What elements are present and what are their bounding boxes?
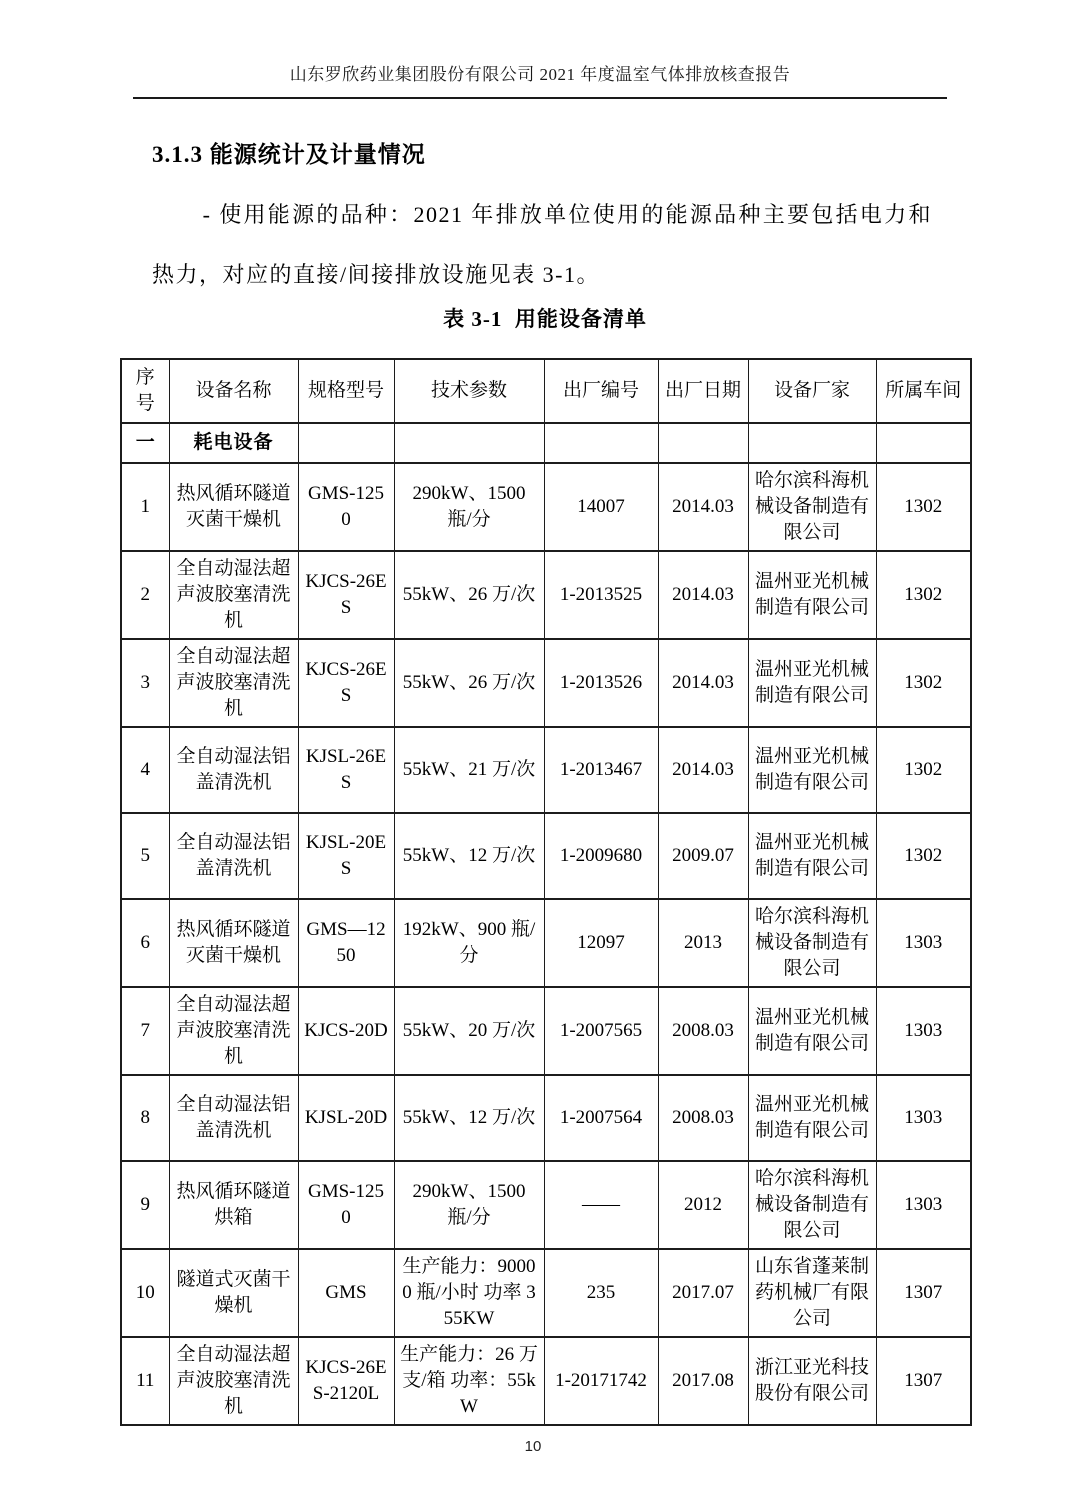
cell-model: KJCS-20D <box>298 987 394 1075</box>
cell-workshop: 1303 <box>876 987 971 1075</box>
cell-tech-params: 55kW、12 万/次 <box>394 813 544 899</box>
cell-manufacture-date: 2008.03 <box>658 1075 748 1161</box>
cell-device-name: 全自动湿法铝盖清洗机 <box>169 1075 298 1161</box>
cell-device-name: 热风循环隧道灭菌干燥机 <box>169 899 298 987</box>
cell-manufacture-date: 2008.03 <box>658 987 748 1075</box>
col-header-tech-params: 技术参数 <box>394 359 544 423</box>
cell-model: GMS <box>298 1249 394 1337</box>
cell-manufacturer: 温州亚光机械制造有限公司 <box>748 1075 876 1161</box>
col-header-index: 序号 <box>121 359 169 423</box>
table-header-row <box>121 359 971 423</box>
cell-manufacturer: 哈尔滨科海机械设备制造有限公司 <box>748 1161 876 1249</box>
cell-model: KJCS-26ES <box>298 551 394 639</box>
table-row <box>121 987 971 1075</box>
col-header-model: 规格型号 <box>298 359 394 423</box>
cell-manufacturer: 温州亚光机械制造有限公司 <box>748 813 876 899</box>
page-number: 10 <box>524 1438 542 1455</box>
cell-manufacturer: 哈尔滨科海机械设备制造有限公司 <box>748 899 876 987</box>
cell-serial-number: 1-20171742 <box>544 1337 658 1425</box>
cell-tech-params: 55kW、21 万/次 <box>394 727 544 813</box>
cell-tech-params: 290kW、1500 瓶/分 <box>394 463 544 551</box>
cell-model: KJCS-26ES <box>298 639 394 727</box>
cell-model: GMS-1250 <box>298 1161 394 1249</box>
table-row <box>121 727 971 813</box>
cell-manufacture-date: 2013 <box>658 899 748 987</box>
table-row <box>121 1075 971 1161</box>
cell-workshop: 1303 <box>876 899 971 987</box>
cell-workshop: 1307 <box>876 1337 971 1425</box>
cell-manufacture-date: 2014.03 <box>658 639 748 727</box>
cell-manufacturer: 温州亚光机械制造有限公司 <box>748 727 876 813</box>
cell-serial-number: 1-2013526 <box>544 639 658 727</box>
cell-index: 9 <box>121 1161 169 1249</box>
cell-index: 4 <box>121 727 169 813</box>
cell-workshop: 1303 <box>876 1075 971 1161</box>
col-header-manufacturer: 设备厂家 <box>748 359 876 423</box>
cell-manufacturer: 温州亚光机械制造有限公司 <box>748 551 876 639</box>
cell-index: 5 <box>121 813 169 899</box>
cell-manufacturer: 山东省蓬莱制药机械厂有限公司 <box>748 1249 876 1337</box>
col-header-device-name: 设备名称 <box>169 359 298 423</box>
cell-index: 11 <box>121 1337 169 1425</box>
cell-index: 10 <box>121 1249 169 1337</box>
cell-manufacture-date: 2012 <box>658 1161 748 1249</box>
section-heading: 3.1.3 能源统计及计量情况 <box>152 142 426 167</box>
cell-serial-number: 12097 <box>544 899 658 987</box>
cell-tech-params: 55kW、26 万/次 <box>394 551 544 639</box>
table-row <box>121 1337 971 1425</box>
cell-manufacture-date: 2014.03 <box>658 551 748 639</box>
col-header-manufacture-date: 出厂日期 <box>658 359 748 423</box>
cell-model: GMS-1250 <box>298 463 394 551</box>
cell-tech-params: 生产能力：26 万支/箱 功率：55kW <box>394 1337 544 1425</box>
cell-serial-number: 1-2007565 <box>544 987 658 1075</box>
cell-model: KJCS-26ES-2120L <box>298 1337 394 1425</box>
empty-cell <box>748 423 876 463</box>
cell-tech-params: 生产能力：90000 瓶/小时 功率 355KW <box>394 1249 544 1337</box>
col-header-serial-number: 出厂编号 <box>544 359 658 423</box>
cell-index: 2 <box>121 551 169 639</box>
cell-serial-number: 1-2013525 <box>544 551 658 639</box>
equipment-table <box>120 358 972 1426</box>
cell-workshop: 1302 <box>876 813 971 899</box>
cell-index: 8 <box>121 1075 169 1161</box>
cell-serial-number: 14007 <box>544 463 658 551</box>
empty-cell <box>298 423 394 463</box>
cell-tech-params: 55kW、12 万/次 <box>394 1075 544 1161</box>
cell-model: KJSL-20ES <box>298 813 394 899</box>
cell-manufacture-date: 2014.03 <box>658 463 748 551</box>
cell-manufacturer: 哈尔滨科海机械设备制造有限公司 <box>748 463 876 551</box>
empty-cell <box>394 423 544 463</box>
cell-device-name: 全自动湿法超声波胶塞清洗机 <box>169 551 298 639</box>
cell-device-name: 全自动湿法超声波胶塞清洗机 <box>169 639 298 727</box>
cell-serial-number: 235 <box>544 1249 658 1337</box>
running-header: 山东罗欣药业集团股份有限公司 2021 年度温室气体排放核查报告 <box>133 60 947 99</box>
cell-tech-params: 55kW、26 万/次 <box>394 639 544 727</box>
cell-device-name: 全自动湿法超声波胶塞清洗机 <box>169 987 298 1075</box>
empty-cell <box>544 423 658 463</box>
cell-workshop: 1302 <box>876 639 971 727</box>
cell-tech-params: 290kW、1500 瓶/分 <box>394 1161 544 1249</box>
cell-manufacture-date: 2017.07 <box>658 1249 748 1337</box>
cell-manufacture-date: 2014.03 <box>658 727 748 813</box>
body-paragraph: - 使用能源的品种：2021 年排放单位使用的能源品种主要包括电力和热力，对应的直接/间接排放设施见表 3-1。 <box>152 202 932 287</box>
cell-index: 7 <box>121 987 169 1075</box>
cell-serial-number: —— <box>544 1161 658 1249</box>
cell-serial-number: 1-2013467 <box>544 727 658 813</box>
cell-workshop: 1303 <box>876 1161 971 1249</box>
col-header-workshop: 所属车间 <box>876 359 971 423</box>
table-row <box>121 1249 971 1337</box>
table-caption: 表 3-1 用能设备清单 <box>443 307 647 331</box>
cell-device-name: 全自动湿法铝盖清洗机 <box>169 727 298 813</box>
cell-index: 6 <box>121 899 169 987</box>
cell-device-name: 隧道式灭菌干燥机 <box>169 1249 298 1337</box>
cell-device-name: 热风循环隧道灭菌干燥机 <box>169 463 298 551</box>
cell-index: 1 <box>121 463 169 551</box>
empty-cell <box>876 423 971 463</box>
cell-workshop: 1302 <box>876 727 971 813</box>
cell-serial-number: 1-2009680 <box>544 813 658 899</box>
cell-manufacture-date: 2017.08 <box>658 1337 748 1425</box>
table-row <box>121 813 971 899</box>
cell-manufacture-date: 2009.07 <box>658 813 748 899</box>
cell-workshop: 1302 <box>876 551 971 639</box>
cell-index: 3 <box>121 639 169 727</box>
cell-serial-number: 1-2007564 <box>544 1075 658 1161</box>
cell-model: KJSL-20D <box>298 1075 394 1161</box>
cell-tech-params: 55kW、20 万/次 <box>394 987 544 1075</box>
cell-model: GMS—1250 <box>298 899 394 987</box>
cell-manufacturer: 温州亚光机械制造有限公司 <box>748 639 876 727</box>
table-row <box>121 1161 971 1249</box>
cell-workshop: 1307 <box>876 1249 971 1337</box>
table-section-row <box>121 423 971 463</box>
section-index-cell: 一 <box>121 423 169 463</box>
cell-tech-params: 192kW、900 瓶/分 <box>394 899 544 987</box>
cell-device-name: 热风循环隧道烘箱 <box>169 1161 298 1249</box>
cell-manufacturer: 浙江亚光科技股份有限公司 <box>748 1337 876 1425</box>
cell-workshop: 1302 <box>876 463 971 551</box>
cell-model: KJSL-26ES <box>298 727 394 813</box>
cell-device-name: 全自动湿法铝盖清洗机 <box>169 813 298 899</box>
table-row <box>121 551 971 639</box>
table-row <box>121 639 971 727</box>
table-row <box>121 463 971 551</box>
empty-cell <box>658 423 748 463</box>
cell-manufacturer: 温州亚光机械制造有限公司 <box>748 987 876 1075</box>
section-title-cell: 耗电设备 <box>169 423 298 463</box>
cell-device-name: 全自动湿法超声波胶塞清洗机 <box>169 1337 298 1425</box>
table-row <box>121 899 971 987</box>
